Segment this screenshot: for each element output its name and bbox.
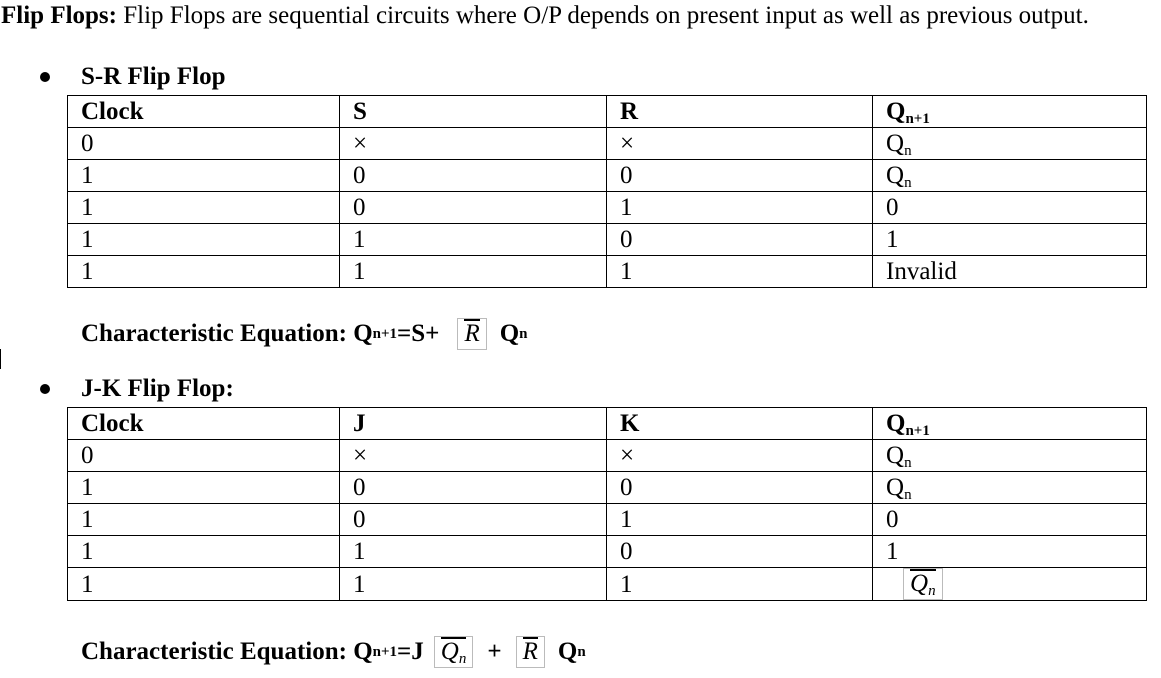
header-q-next: Qn+1 (873, 96, 1147, 128)
table-row (68, 440, 1147, 472)
cell-clock: 1 (68, 160, 340, 192)
header-clock: Clock (68, 96, 340, 128)
equation-plus: + (487, 638, 502, 665)
cell-q: $Q_n$ (873, 128, 1147, 160)
table-row (68, 128, 1147, 160)
table-row (68, 256, 1147, 288)
bullet-icon (40, 384, 50, 394)
cell-clock: 0 (68, 128, 340, 160)
header-clock: Clock (68, 408, 340, 440)
r-bar-formula: R (516, 636, 545, 668)
table-row (68, 504, 1147, 536)
table-header-row (68, 96, 1147, 128)
cell-clock: 1 (68, 256, 340, 288)
table-row (68, 472, 1147, 504)
equation-tail: Q (557, 638, 578, 665)
equation-rhs: =S+ (397, 320, 440, 347)
header-s: S (340, 96, 607, 128)
cell-clock: 0 (68, 440, 340, 472)
cell-k: 0 (607, 472, 873, 504)
header-q-next: Qn+1 (873, 408, 1147, 440)
header-r: R (607, 96, 873, 128)
table-row (68, 224, 1147, 256)
cell-r: 0 (607, 160, 873, 192)
table-row (68, 568, 1147, 601)
r-bar-formula: R (457, 318, 486, 350)
intro-text: Flip Flops are sequential circuits where O/P depends on present input as well as previous output. (117, 2, 1089, 29)
cell-k: × (607, 440, 873, 472)
cell-q (873, 568, 1147, 601)
equation-tail: Q (499, 320, 520, 347)
intro-paragraph (1, 0, 1151, 31)
cell-k: 0 (607, 536, 873, 568)
header-j: J (340, 408, 607, 440)
cell-clock: 1 (68, 192, 340, 224)
equation-label: Characteristic Equation: Q (81, 638, 373, 665)
text-cursor (0, 349, 1, 369)
bullet-icon (40, 72, 50, 82)
cell-q: $Q_n$ (873, 160, 1147, 192)
q-bar-formula: $Q_n$ (903, 568, 943, 600)
cell-q: Invalid (873, 256, 1147, 288)
equation-label: Characteristic Equation: Q (81, 320, 373, 347)
cell-q: $Q_n$ (873, 472, 1147, 504)
cell-j: 1 (340, 568, 607, 601)
table-header-row (68, 408, 1147, 440)
sr-truth-table (67, 95, 1147, 288)
intro-term: Flip Flops: (1, 2, 117, 29)
sr-bullet (40, 62, 225, 92)
table-row (68, 160, 1147, 192)
cell-q: 0 (873, 192, 1147, 224)
q-bar-formula: $Q_n$ (434, 636, 474, 668)
cell-k: 1 (607, 568, 873, 601)
table-row (68, 536, 1147, 568)
jk-characteristic-equation: Characteristic Equation: Q n+1 =J $Q_n$ + R Q n (81, 638, 586, 667)
jk-bullet (40, 374, 234, 404)
header-k: K (607, 408, 873, 440)
cell-q: 1 (873, 536, 1147, 568)
equation-rhs: =J (397, 638, 424, 665)
cell-s: × (340, 128, 607, 160)
cell-r: 0 (607, 224, 873, 256)
cell-k: 1 (607, 504, 873, 536)
jk-truth-table (67, 407, 1147, 601)
jk-title: J-K Flip Flop: (81, 375, 234, 402)
cell-j: 1 (340, 536, 607, 568)
cell-q: 0 (873, 504, 1147, 536)
table-row (68, 192, 1147, 224)
cell-j: 0 (340, 472, 607, 504)
cell-clock: 1 (68, 224, 340, 256)
cell-r: × (607, 128, 873, 160)
cell-r: 1 (607, 192, 873, 224)
cell-s: 1 (340, 256, 607, 288)
cell-clock: 1 (68, 472, 340, 504)
cell-r: 1 (607, 256, 873, 288)
sr-characteristic-equation: Characteristic Equation: Q n+1 =S+ R Q n (81, 318, 528, 350)
cell-clock: 1 (68, 536, 340, 568)
cell-clock: 1 (68, 568, 340, 601)
cell-clock: 1 (68, 504, 340, 536)
sr-title: S-R Flip Flop (81, 63, 226, 90)
cell-q: $Q_n$ (873, 440, 1147, 472)
cell-j: 0 (340, 504, 607, 536)
cell-s: 1 (340, 224, 607, 256)
cell-s: 0 (340, 192, 607, 224)
cell-q: 1 (873, 224, 1147, 256)
cell-j: × (340, 440, 607, 472)
cell-s: 0 (340, 160, 607, 192)
